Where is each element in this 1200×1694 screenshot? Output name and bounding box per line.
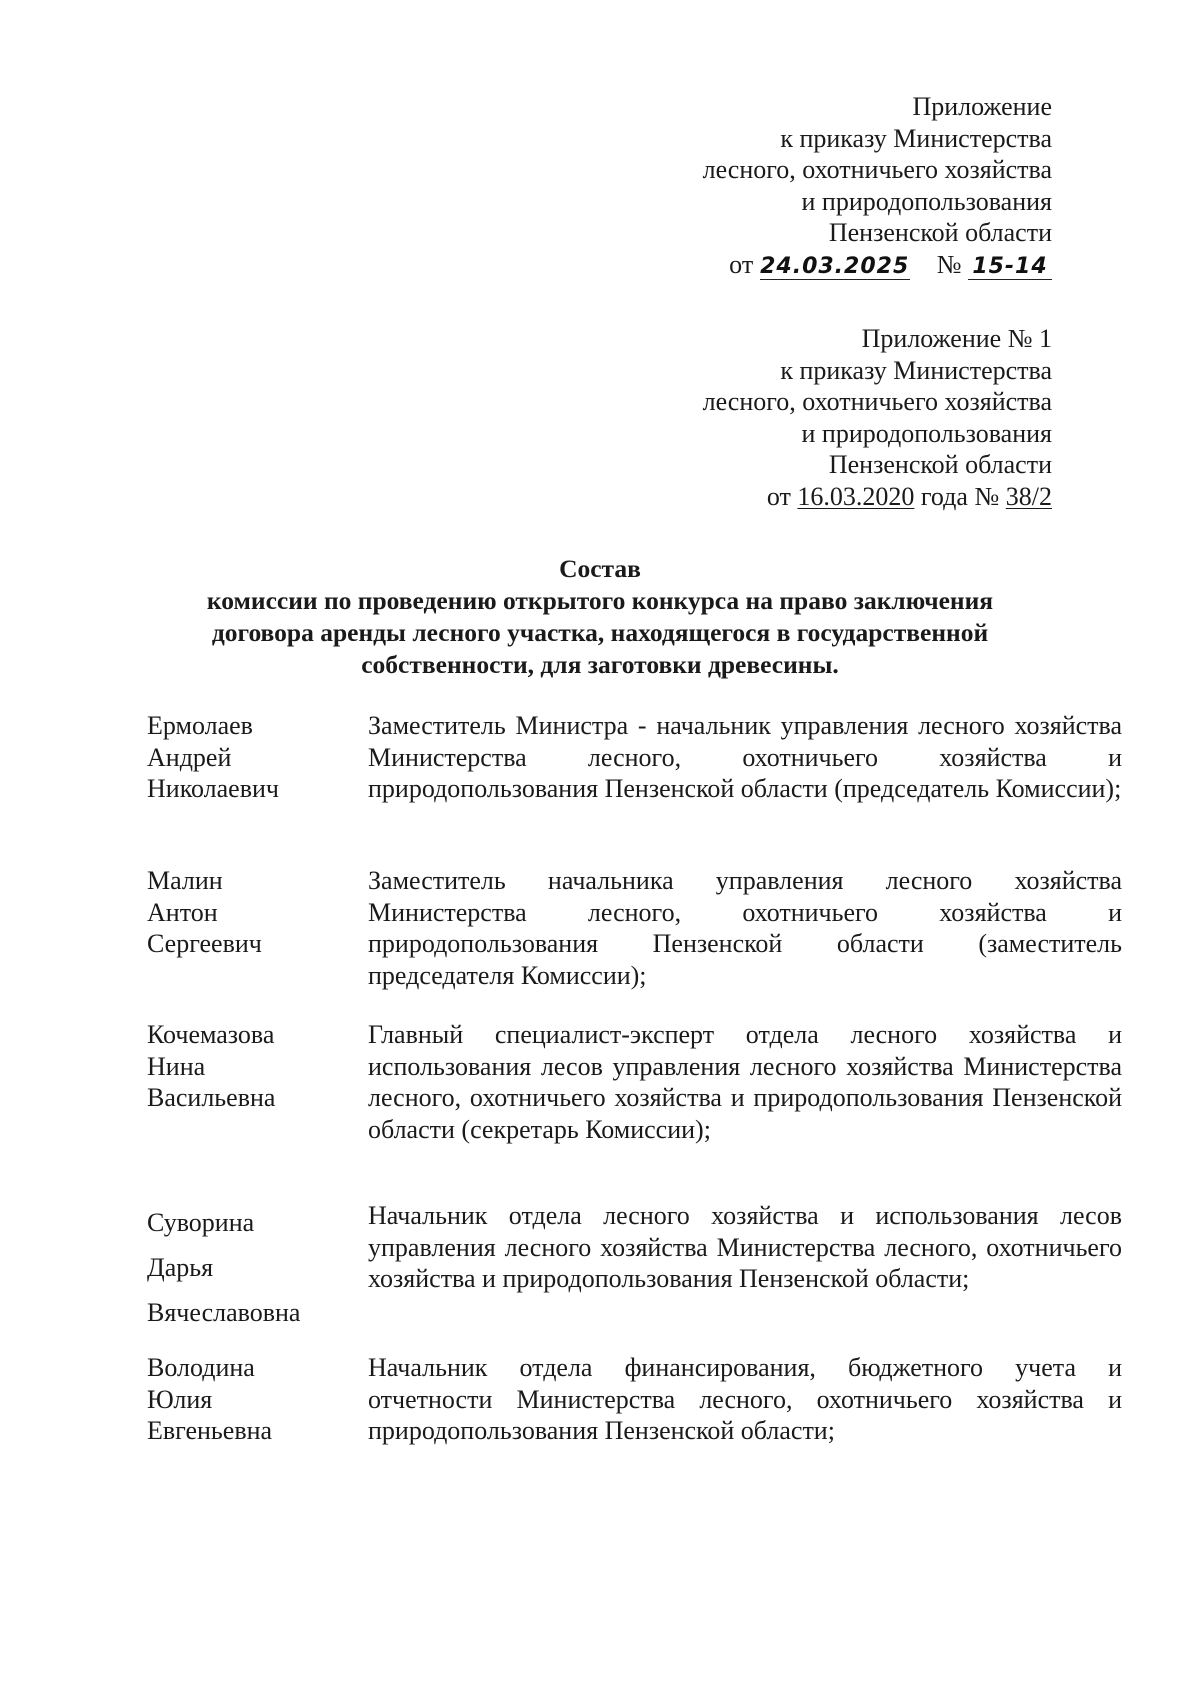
number-prefix: № bbox=[974, 481, 1000, 511]
member-surname: Володина bbox=[147, 1353, 255, 1382]
member-role: Начальник отдела лесного хозяйства и использования лесов управления лесного хозяйства Министерства лесного, охотничьего хозяйства и природопользования Пензенской области; bbox=[368, 1201, 1122, 1293]
member-role: Заместитель Министра - начальник управления лесного хозяйства Министерства лесного, охотничьего хозяйства и природопользования Пензенской области (председатель Комиссии); bbox=[368, 711, 1122, 803]
member-first-name: Антон bbox=[147, 897, 218, 927]
member-patronymic: Сергеевич bbox=[147, 929, 262, 958]
date-prefix: от bbox=[729, 249, 754, 279]
handwritten-number: 15-14 bbox=[968, 255, 1052, 280]
handwritten-date: 24.03.2025 bbox=[760, 253, 910, 279]
member-name bbox=[147, 710, 347, 805]
appendix-line: лесного, охотничьего хозяйства bbox=[702, 155, 1052, 184]
member-patronymic: Васильевна bbox=[147, 1083, 276, 1112]
title-line: собственности, для заготовки древесины. bbox=[361, 650, 839, 679]
appendix-line: Пензенской области bbox=[828, 218, 1052, 247]
member-patronymic: Вячеславовна bbox=[147, 1298, 301, 1327]
number-prefix: № bbox=[936, 249, 962, 279]
order-number: 38/2 bbox=[1005, 481, 1052, 511]
member-first-name: Андрей bbox=[147, 742, 232, 772]
member-role: Главный специалист-эксперт отдела лесного хозяйства и использования лесов управления лесного хозяйства Министерства лесного, охотничьего хозяйства и природопользования Пензенской области (секретарь Комиссии); bbox=[368, 1020, 1122, 1144]
member-first-name: Нина bbox=[147, 1051, 206, 1081]
member-name bbox=[147, 865, 347, 960]
member-name bbox=[147, 1352, 347, 1447]
member-surname: Ермолаев bbox=[147, 711, 253, 740]
appendix-line: и природопользования bbox=[801, 186, 1052, 216]
member-surname: Суворина bbox=[147, 1208, 255, 1237]
appendix1-line: к приказу Министерства bbox=[780, 355, 1052, 385]
appendix-line: Приложение bbox=[912, 92, 1052, 121]
member-name bbox=[147, 1019, 347, 1114]
appendix1-date-line bbox=[703, 481, 1052, 513]
appendix1-line: Пензенской области bbox=[828, 450, 1052, 479]
member-surname: Кочемазова bbox=[147, 1020, 275, 1049]
date-prefix: от bbox=[766, 481, 791, 511]
member-role: Заместитель начальника управления лесного хозяйства Министерства лесного, охотничьего хозяйства и природопользования Пензенской области (заместитель председателя Комиссии); bbox=[368, 866, 1122, 990]
order-date: 16.03.2020 bbox=[797, 481, 915, 511]
member-name bbox=[147, 1200, 347, 1335]
member-first-name: Юлия bbox=[147, 1384, 213, 1414]
appendix1-line: лесного, охотничьего хозяйства bbox=[702, 387, 1052, 416]
member-patronymic: Николаевич bbox=[147, 774, 279, 803]
title-heading: Состав bbox=[559, 554, 641, 583]
appendix1-line: Приложение № 1 bbox=[861, 324, 1052, 353]
year-word: года bbox=[920, 481, 968, 511]
title-line: комиссии по проведению открытого конкурса на право заключения bbox=[206, 586, 994, 615]
document-title bbox=[0, 553, 1200, 681]
appendix-header bbox=[703, 91, 1052, 280]
member-role: Начальник отдела финансирования, бюджетного учета и отчетности Министерства лесного, охотничьего хозяйства и природопользования Пензенской области; bbox=[368, 1353, 1122, 1445]
appendix1-line: и природопользования bbox=[801, 418, 1052, 448]
appendix-date-line bbox=[703, 249, 1052, 281]
member-patronymic: Евгеньевна bbox=[147, 1416, 273, 1445]
member-first-name: Дарья bbox=[147, 1253, 214, 1282]
member-surname: Малин bbox=[147, 866, 223, 895]
appendix-1-header bbox=[703, 323, 1052, 512]
title-line: договора аренды лесного участка, находящегося в государственной bbox=[211, 618, 989, 647]
appendix-line: к приказу Министерства bbox=[780, 123, 1052, 153]
